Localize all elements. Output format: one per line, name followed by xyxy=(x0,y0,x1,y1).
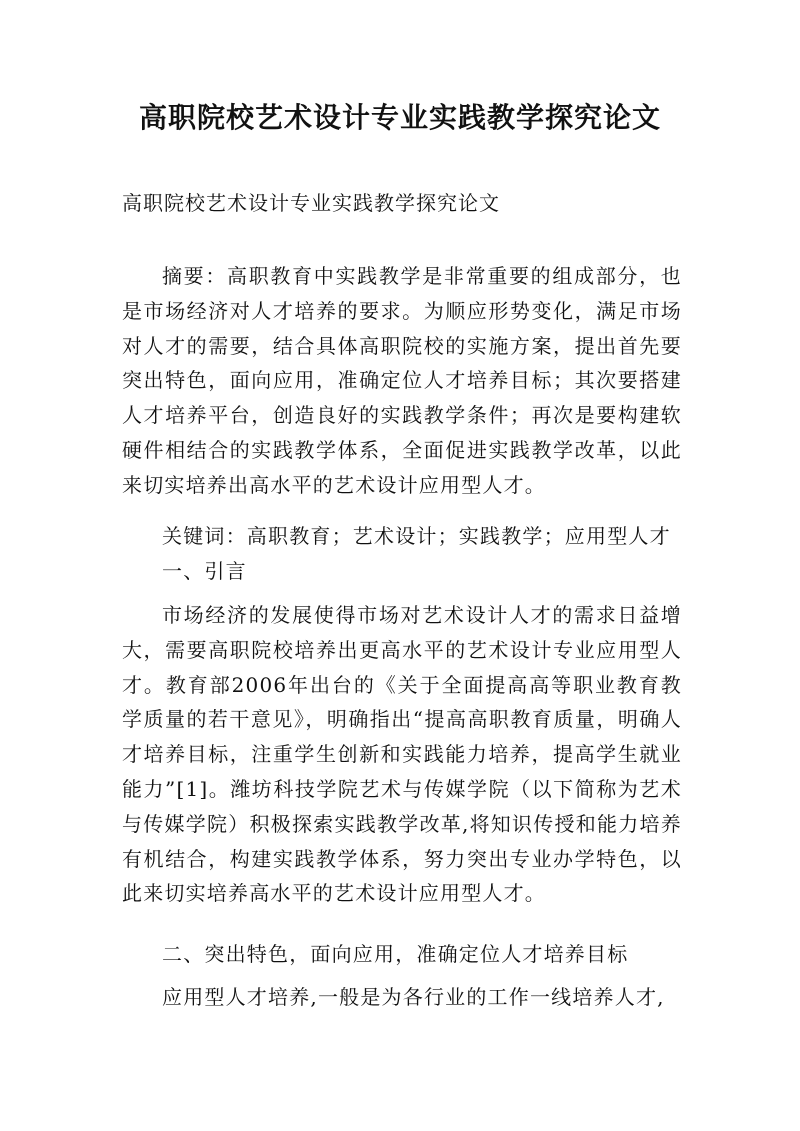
section-1-heading: 一、引言 xyxy=(162,559,247,583)
document-subtitle: 高职院校艺术设计专业实践教学探究论文 xyxy=(122,191,500,215)
page-title: 高职院校艺术设计专业实践教学探究论文 xyxy=(138,101,661,134)
section-2-heading: 二、突出特色，面向应用，准确定位人才培养目标 xyxy=(162,942,629,966)
keywords-line: 关键词：高职教育；艺术设计；实践教学；应用型人才 xyxy=(162,524,671,548)
section-1-paragraph: 市场经济的发展使得市场对艺术设计人才的需求日益增大，需要高职院校培养出更高水平的艺术设计专业应用型人才。教育部2006年出台的《关于全面提高高等职业教育教学质量的若干意见》，明确指出“提高高职教育质量，明确人才培养目标，注重学生创新和实践能力培养，提高学生就业能力”[1]。潍坊科技学院艺术与传媒学院（以下简称为艺术与传媒学院）积极探索实践教学改革,将知识传授和能力培养有机结合，构建实践教学体系，努力突出专业办学特色，以此来切实培养高水平的艺术设计应用型人才。 xyxy=(122,603,682,906)
abstract-paragraph: 摘要：高职教育中实践教学是非常重要的组成部分，也是市场经济对人才培养的要求。为顺应形势变化，满足市场对人才的需要，结合具体高职院校的实施方案，提出首先要突出特色，面向应用，准确定位人才培养目标；其次要搭建人才培养平台，创造良好的实践教学条件；再次是要构建软硬件相结合的实践教学体系，全面促进实践教学改革，以此来切实培养出高水平的艺术设计应用型人才。 xyxy=(122,264,682,497)
section-1-heading-block xyxy=(122,554,682,589)
section-1-body xyxy=(122,598,682,911)
section-2-paragraph: 应用型人才培养,一般是为各行业的工作一线培养人才, xyxy=(162,985,665,1009)
keywords-block xyxy=(122,519,682,554)
abstract-block xyxy=(122,259,682,503)
section-2-body xyxy=(122,980,682,1015)
section-2-heading-block xyxy=(122,937,682,972)
